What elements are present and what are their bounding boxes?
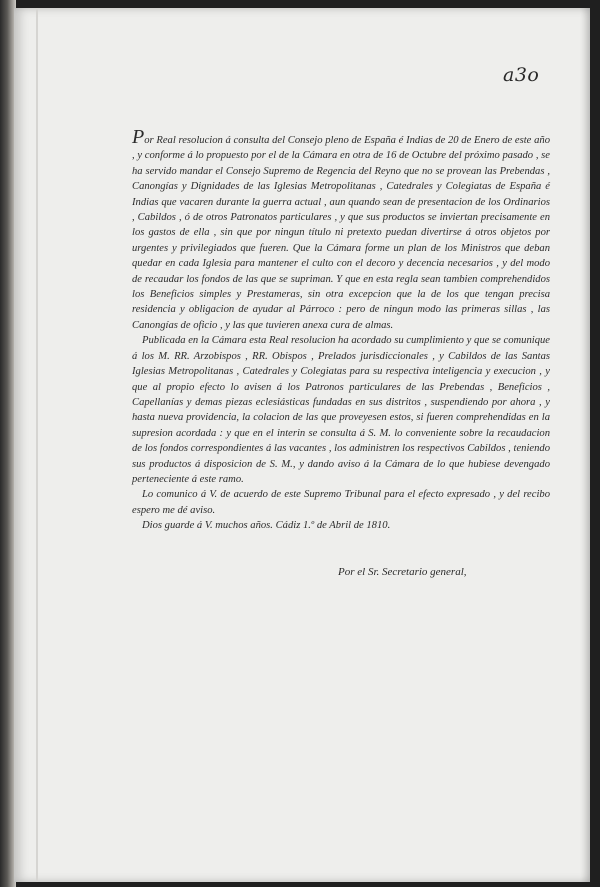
page-shadow: [580, 8, 590, 882]
paragraph-2: Publicada en la Cámara esta Real resolucion ha acordado su cumplimiento y que se comunique á los M. RR. Arzobispos , RR. Obispos , Prelados jurisdiccionales , y Cabildos de las Santas Iglesias Metropolitanas , Catedrales y Colegiatas para su respectiva inteligencia y execucion , y que al propio efecto lo avisen á los Patronos particulares de las Prebendas , Beneficios , Capellanías y demas piezas eclesiásticas fundadas en sus distritos , suspendiendo por ahora , y hasta nueva providencia, la colacion de las que proveyesen estos, si fueren comprehendidas en la supresion acordada : y que en el interin se consulta á S. M. lo conveniente sobre la recaudacion de los fondos correspondientes á las vacantes , los administren los respectivos Cabildos , teniendo sus productos á disposicion de S. M., y dando aviso á la Cámara de lo que hubiese devengado perteneciente á este ramo.: [132, 335, 550, 485]
paragraph-1-text: or Real resolucion á consulta del Consejo pleno de España é Indias de 20 de Enero de este año , y conforme á lo propuesto por el de la Cámara en otra de 16 de Octubre del próximo pasado , se ha servido mandar el Consejo Supremo de Regencia del Reyno que no se provean las Prebendas , Canongías y Dignidades de las Iglesias Metropolitanas , Catedrales y Colegiatas de España é Indias que vacaren durante la guerra actual , aun quando sean de presentacion de los Ordinarios , Cabildos , ó de otros Patronatos particulares , y que sus productos se inviertan precisamente en los gastos de ella , sin que por ningun título ni pretexto puedan divertirse á otros objetos por urgentes y privilegiados que fueren. Que la Cámara forme un plan de los Ministros que deban quedar en cada Iglesia para mantener el culto con el decoro y decencia necesarios , y del modo de recaudar los fondos de las que se supriman. Y que en esta regla sean tambien comprehendidos los Beneficios simples y Prestameras, sin otra excepcion que la de los que tengan precisa residencia y obligacion de ayudar al Párroco : pero de ningun modo las primeras sillas , las Canongías de oficio , y las que tuvieren anexa cura de almas.: [132, 135, 550, 331]
folio-number: a3o: [503, 64, 540, 86]
page-fold: [36, 8, 38, 882]
paragraph-1: [132, 126, 550, 333]
signature-line: Por el Sr. Secretario general,: [338, 566, 467, 578]
letter-body: [132, 126, 550, 534]
drop-cap: P: [132, 126, 145, 148]
closing-date-line: Dios guarde á V. muchos años. Cádiz 1.º de Abril de 1810.: [142, 520, 391, 532]
paragraph-3: Lo comunico á V. de acuerdo de este Supremo Tribunal para el efecto expresado , y del recibo espero me dé aviso.: [132, 489, 550, 516]
